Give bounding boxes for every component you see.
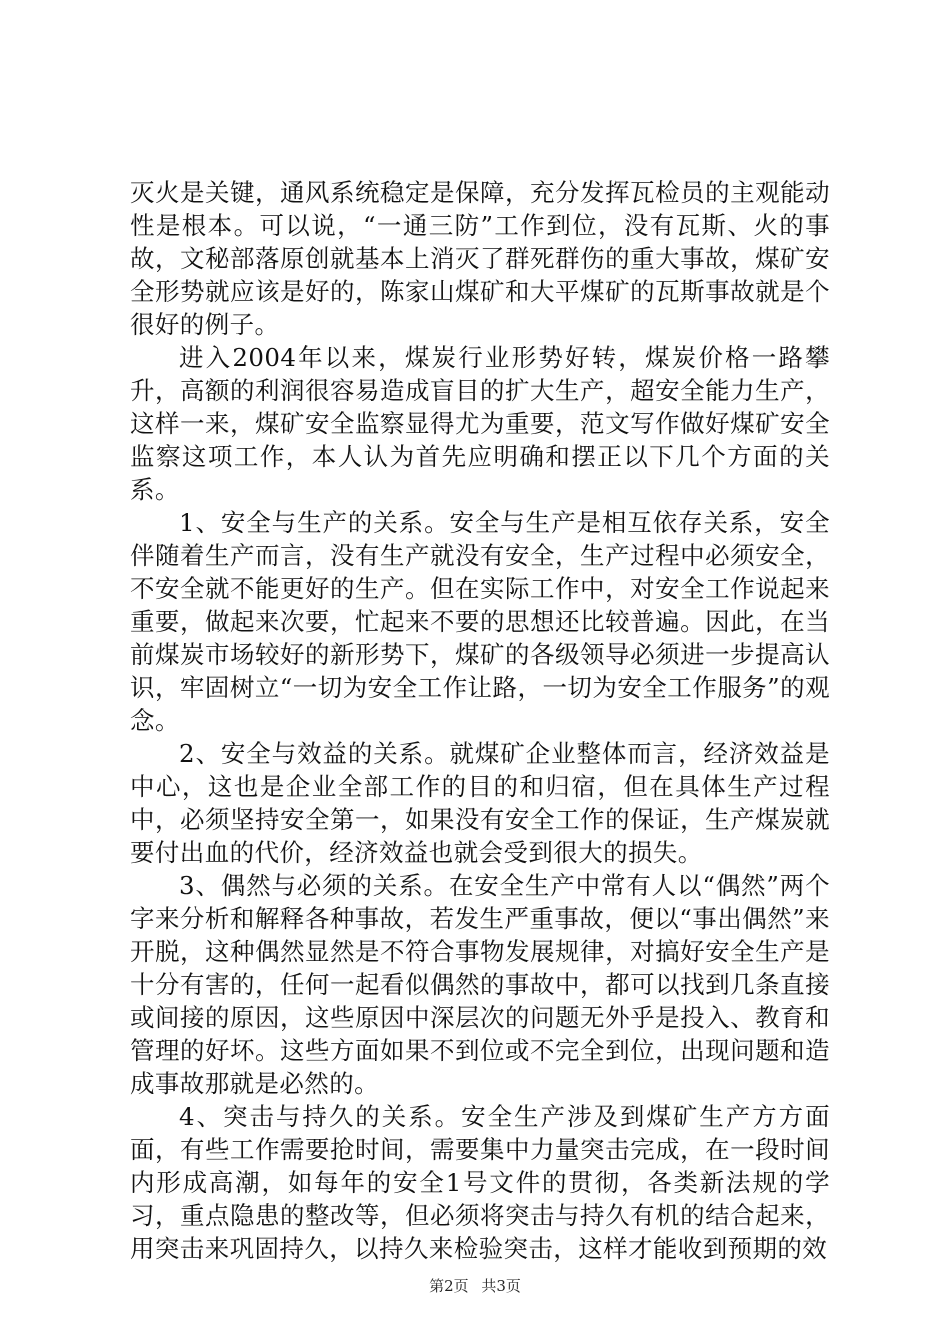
paragraph-1: 灭火是关键，通风系统稳定是保障，充分发挥瓦检员的主观能动性是根本。可以说，“一通三防”工作到位，没有瓦斯、火的事故，文秘部落原创就基本上消灭了群死群伤的重大事故，煤矿安全形势就应该是好的，陈家山煤矿和大平煤矿的瓦斯事故就是个很好的例子。: [130, 178, 830, 339]
paragraph-4: 2、安全与效益的关系。就煤矿企业整体而言，经济效益是中心，这也是企业全部工作的目的和归宿，但在具体生产过程中，必须坚持安全第一，如果没有安全工作的保证，生产煤炭就要付出血的代价，经济效益也就会受到很大的损失。: [130, 739, 830, 867]
paragraph-5: 3、偶然与必须的关系。在安全生产中常有人以“偶然”两个字来分析和解释各种事故，若发生严重事故，便以“事出偶然”来开脱，这种偶然显然是不符合事物发展规律，对搞好安全生产是十分有害的，任何一起看似偶然的事故中，都可以找到几条直接或间接的原因，这些原因中深层次的问题无外乎是投入、教育和管理的好坏。这些方面如果不到位或不完全到位，出现问题和造成事故那就是必然的。: [130, 871, 830, 1098]
paragraph-6: 4、突击与持久的关系。安全生产涉及到煤矿生产方方面面，有些工作需要抢时间，需要集中力量突击完成，在一段时间内形成高潮，如每年的安全1号文件的贯彻，各类新法规的学习，重点隐患的整改等，但必须将突击与持久有机的结合起来，用突击来巩固持久，以持久来检验突击，这样才能收到预期的效: [130, 1102, 830, 1263]
document-body: [130, 176, 830, 1265]
page-footer: [0, 1276, 950, 1296]
paragraph-2: 进入2004年以来，煤炭行业形势好转，煤炭价格一路攀升，高额的利润很容易造成盲目的扩大生产，超安全能力生产，这样一来，煤矿安全监察显得尤为重要，范文写作做好煤矿安全监察这项工作，本人认为首先应明确和摆正以下几个方面的关系。: [130, 343, 830, 504]
page-total: 共3页: [481, 1277, 521, 1295]
paragraph-3: 1、安全与生产的关系。安全与生产是相互依存关系，安全伴随着生产而言，没有生产就没有安全，生产过程中必须安全，不安全就不能更好的生产。但在实际工作中，对安全工作说起来重要，做起来次要，忙起来不要的思想还比较普遍。因此，在当前煤炭市场较好的新形势下，煤矿的各级领导必须进一步提高认识，牢固树立“一切为安全工作让路，一切为安全工作服务”的观念。: [130, 508, 830, 735]
page-number: 第2页: [429, 1277, 469, 1295]
